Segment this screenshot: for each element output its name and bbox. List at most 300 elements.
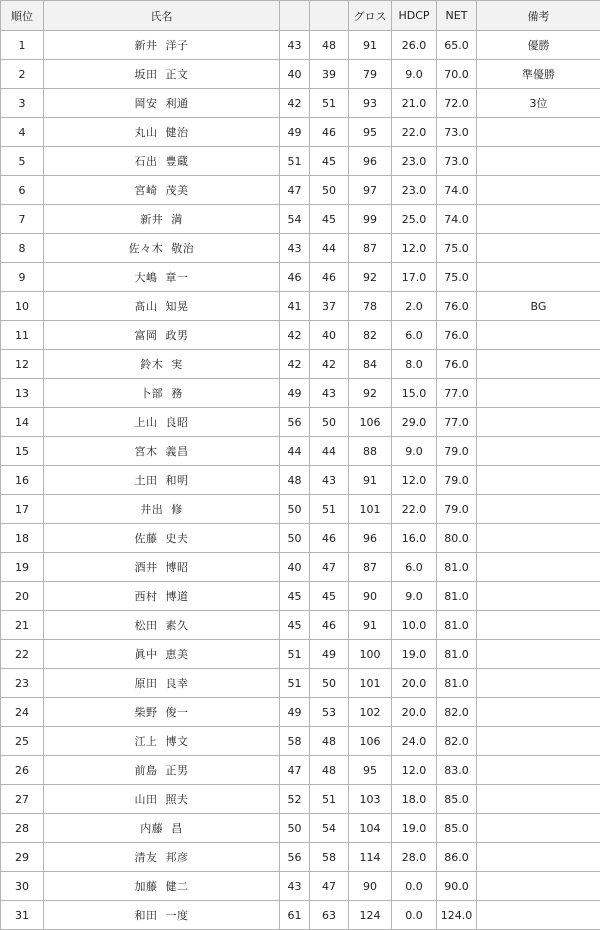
given-name: 豊蔵 [166, 155, 189, 168]
given-name: 一度 [166, 909, 189, 922]
given-name: 健二 [166, 880, 189, 893]
name-cell [44, 785, 280, 814]
net-cell: 73.0 [437, 147, 477, 176]
rank-cell: 29 [1, 843, 44, 872]
out-score-cell: 54 [280, 205, 310, 234]
net-cell: 85.0 [437, 785, 477, 814]
hdcp-cell: 6.0 [392, 553, 437, 582]
in-score-cell: 45 [310, 147, 349, 176]
table-body [1, 31, 600, 930]
note-cell [477, 437, 600, 466]
hdcp-cell: 9.0 [392, 60, 437, 89]
name-cell [44, 901, 280, 930]
table-row [1, 553, 600, 582]
table-row [1, 437, 600, 466]
name-cell [44, 698, 280, 727]
out-score-cell: 49 [280, 698, 310, 727]
surname: 宮木 [135, 445, 158, 458]
hdcp-cell: 16.0 [392, 524, 437, 553]
out-score-cell: 42 [280, 321, 310, 350]
surname: 丸山 [135, 126, 158, 139]
out-score-cell: 56 [280, 843, 310, 872]
net-cell: 72.0 [437, 89, 477, 118]
out-score-cell: 44 [280, 437, 310, 466]
name-cell [44, 843, 280, 872]
given-name: 章一 [166, 271, 189, 284]
rank-cell: 1 [1, 31, 44, 60]
note-cell [477, 727, 600, 756]
in-score-cell: 37 [310, 292, 349, 321]
out-score-cell: 61 [280, 901, 310, 930]
gross-cell: 88 [349, 437, 392, 466]
rank-cell: 15 [1, 437, 44, 466]
name-cell [44, 611, 280, 640]
name-cell [44, 31, 280, 60]
in-score-cell: 47 [310, 553, 349, 582]
table-row [1, 205, 600, 234]
surname: 眞中 [135, 648, 158, 661]
table-row [1, 379, 600, 408]
rank-cell: 16 [1, 466, 44, 495]
surname: 柴野 [135, 706, 158, 719]
given-name: 博道 [166, 590, 189, 603]
note-cell [477, 524, 600, 553]
surname: 佐々木 [129, 242, 164, 255]
surname: 松田 [135, 619, 158, 632]
rank-cell: 24 [1, 698, 44, 727]
surname: 前島 [135, 764, 158, 777]
in-score-cell: 44 [310, 234, 349, 263]
rank-cell: 19 [1, 553, 44, 582]
rank-cell: 2 [1, 60, 44, 89]
given-name: 昌 [171, 822, 183, 835]
net-cell: 81.0 [437, 611, 477, 640]
note-cell [477, 814, 600, 843]
surname: 石出 [135, 155, 158, 168]
given-name: 良幸 [166, 677, 189, 690]
table-row [1, 495, 600, 524]
note-cell: 3位 [477, 89, 600, 118]
in-score-cell: 53 [310, 698, 349, 727]
in-score-cell: 49 [310, 640, 349, 669]
note-cell [477, 234, 600, 263]
table-row [1, 408, 600, 437]
net-cell: 79.0 [437, 466, 477, 495]
out-score-cell: 50 [280, 524, 310, 553]
net-cell: 81.0 [437, 669, 477, 698]
table-row [1, 582, 600, 611]
in-score-cell: 45 [310, 582, 349, 611]
hdcp-cell: 22.0 [392, 495, 437, 524]
out-score-cell: 56 [280, 408, 310, 437]
out-score-cell: 42 [280, 350, 310, 379]
note-cell [477, 118, 600, 147]
net-cell: 79.0 [437, 437, 477, 466]
in-score-cell: 47 [310, 872, 349, 901]
rank-cell: 23 [1, 669, 44, 698]
net-cell: 77.0 [437, 408, 477, 437]
note-cell [477, 756, 600, 785]
surname: 大嶋 [135, 271, 158, 284]
name-cell [44, 350, 280, 379]
gross-cell: 95 [349, 118, 392, 147]
name-cell [44, 234, 280, 263]
out-score-cell: 51 [280, 640, 310, 669]
gross-cell: 106 [349, 727, 392, 756]
name-cell [44, 495, 280, 524]
gross-cell: 106 [349, 408, 392, 437]
table-row [1, 234, 600, 263]
gross-cell: 93 [349, 89, 392, 118]
given-name: 正文 [166, 68, 189, 81]
hdcp-cell: 2.0 [392, 292, 437, 321]
net-cell: 75.0 [437, 234, 477, 263]
table-row [1, 640, 600, 669]
gross-cell: 91 [349, 611, 392, 640]
note-cell [477, 698, 600, 727]
rank-cell: 21 [1, 611, 44, 640]
table-row [1, 843, 600, 872]
hdcp-cell: 28.0 [392, 843, 437, 872]
rank-cell: 18 [1, 524, 44, 553]
surname: 岡安 [135, 97, 158, 110]
rank-cell: 14 [1, 408, 44, 437]
note-cell [477, 379, 600, 408]
given-name: 茂美 [166, 184, 189, 197]
table-row [1, 466, 600, 495]
in-score-cell: 50 [310, 669, 349, 698]
name-cell [44, 263, 280, 292]
hdcp-cell: 20.0 [392, 669, 437, 698]
header-out [280, 1, 310, 31]
table-row [1, 524, 600, 553]
hdcp-cell: 12.0 [392, 466, 437, 495]
header-hdcp: HDCP [392, 1, 437, 31]
in-score-cell: 46 [310, 611, 349, 640]
in-score-cell: 51 [310, 785, 349, 814]
hdcp-cell: 24.0 [392, 727, 437, 756]
given-name: 素久 [166, 619, 189, 632]
out-score-cell: 47 [280, 176, 310, 205]
header-name: 氏名 [44, 1, 280, 31]
note-cell [477, 205, 600, 234]
hdcp-cell: 9.0 [392, 437, 437, 466]
name-cell [44, 814, 280, 843]
net-cell: 74.0 [437, 176, 477, 205]
note-cell [477, 582, 600, 611]
given-name: 義昌 [166, 445, 189, 458]
net-cell: 82.0 [437, 727, 477, 756]
net-cell: 76.0 [437, 350, 477, 379]
header-in [310, 1, 349, 31]
rank-cell: 3 [1, 89, 44, 118]
name-cell [44, 205, 280, 234]
header-row [1, 1, 600, 31]
in-score-cell: 43 [310, 379, 349, 408]
table-row [1, 611, 600, 640]
table-row [1, 89, 600, 118]
out-score-cell: 51 [280, 147, 310, 176]
in-score-cell: 44 [310, 437, 349, 466]
note-cell: 準優勝 [477, 60, 600, 89]
net-cell: 76.0 [437, 292, 477, 321]
name-cell [44, 640, 280, 669]
gross-cell: 82 [349, 321, 392, 350]
note-cell [477, 350, 600, 379]
gross-cell: 101 [349, 669, 392, 698]
surname: 卜部 [140, 387, 163, 400]
gross-cell: 92 [349, 263, 392, 292]
given-name: 博文 [166, 735, 189, 748]
net-cell: 90.0 [437, 872, 477, 901]
net-cell: 80.0 [437, 524, 477, 553]
out-score-cell: 40 [280, 60, 310, 89]
note-cell [477, 640, 600, 669]
surname: 鈴木 [140, 358, 163, 371]
name-cell [44, 756, 280, 785]
surname: 佐藤 [135, 532, 158, 545]
rank-cell: 5 [1, 147, 44, 176]
in-score-cell: 54 [310, 814, 349, 843]
out-score-cell: 41 [280, 292, 310, 321]
out-score-cell: 49 [280, 379, 310, 408]
rank-cell: 9 [1, 263, 44, 292]
rank-cell: 31 [1, 901, 44, 930]
note-cell [477, 147, 600, 176]
rank-cell: 13 [1, 379, 44, 408]
given-name: 邦彦 [166, 851, 189, 864]
net-cell: 75.0 [437, 263, 477, 292]
hdcp-cell: 12.0 [392, 234, 437, 263]
in-score-cell: 58 [310, 843, 349, 872]
net-cell: 85.0 [437, 814, 477, 843]
net-cell: 74.0 [437, 205, 477, 234]
in-score-cell: 46 [310, 118, 349, 147]
note-cell [477, 466, 600, 495]
header-note: 備考 [477, 1, 600, 31]
given-name: 修 [171, 503, 183, 516]
name-cell [44, 553, 280, 582]
hdcp-cell: 18.0 [392, 785, 437, 814]
hdcp-cell: 0.0 [392, 901, 437, 930]
gross-cell: 102 [349, 698, 392, 727]
hdcp-cell: 26.0 [392, 31, 437, 60]
table-row [1, 176, 600, 205]
rank-cell: 8 [1, 234, 44, 263]
in-score-cell: 42 [310, 350, 349, 379]
note-cell [477, 408, 600, 437]
rank-cell: 12 [1, 350, 44, 379]
hdcp-cell: 20.0 [392, 698, 437, 727]
table-row [1, 263, 600, 292]
net-cell: 81.0 [437, 640, 477, 669]
net-cell: 77.0 [437, 379, 477, 408]
gross-cell: 87 [349, 234, 392, 263]
table-row [1, 321, 600, 350]
gross-cell: 99 [349, 205, 392, 234]
given-name: 知晃 [166, 300, 189, 313]
given-name: 実 [171, 358, 183, 371]
given-name: 利通 [166, 97, 189, 110]
rank-cell: 10 [1, 292, 44, 321]
rank-cell: 11 [1, 321, 44, 350]
hdcp-cell: 17.0 [392, 263, 437, 292]
gross-cell: 95 [349, 756, 392, 785]
gross-cell: 92 [349, 379, 392, 408]
gross-cell: 87 [349, 553, 392, 582]
given-name: 和明 [166, 474, 189, 487]
net-cell: 124.0 [437, 901, 477, 930]
rank-cell: 26 [1, 756, 44, 785]
given-name: 良昭 [166, 416, 189, 429]
net-cell: 65.0 [437, 31, 477, 60]
in-score-cell: 40 [310, 321, 349, 350]
in-score-cell: 51 [310, 495, 349, 524]
name-cell [44, 379, 280, 408]
surname: 坂田 [135, 68, 158, 81]
surname: 江上 [135, 735, 158, 748]
rank-cell: 30 [1, 872, 44, 901]
hdcp-cell: 8.0 [392, 350, 437, 379]
surname: 井出 [140, 503, 163, 516]
surname: 山田 [135, 793, 158, 806]
rank-cell: 4 [1, 118, 44, 147]
net-cell: 83.0 [437, 756, 477, 785]
note-cell [477, 263, 600, 292]
out-score-cell: 51 [280, 669, 310, 698]
hdcp-cell: 0.0 [392, 872, 437, 901]
table-row [1, 814, 600, 843]
out-score-cell: 58 [280, 727, 310, 756]
gross-cell: 124 [349, 901, 392, 930]
gross-cell: 96 [349, 524, 392, 553]
hdcp-cell: 21.0 [392, 89, 437, 118]
surname: 清友 [135, 851, 158, 864]
in-score-cell: 45 [310, 205, 349, 234]
name-cell [44, 408, 280, 437]
rank-cell: 6 [1, 176, 44, 205]
table-row [1, 756, 600, 785]
table-row [1, 118, 600, 147]
rank-cell: 7 [1, 205, 44, 234]
note-cell: BG [477, 292, 600, 321]
gross-cell: 100 [349, 640, 392, 669]
table-row [1, 292, 600, 321]
surname: 加藤 [135, 880, 158, 893]
note-cell [477, 176, 600, 205]
given-name: 健治 [166, 126, 189, 139]
out-score-cell: 47 [280, 756, 310, 785]
note-cell [477, 785, 600, 814]
name-cell [44, 147, 280, 176]
name-cell [44, 872, 280, 901]
rank-cell: 20 [1, 582, 44, 611]
table-row [1, 31, 600, 60]
hdcp-cell: 22.0 [392, 118, 437, 147]
gross-cell: 96 [349, 147, 392, 176]
hdcp-cell: 12.0 [392, 756, 437, 785]
surname: 新井 [135, 39, 158, 52]
out-score-cell: 45 [280, 611, 310, 640]
gross-cell: 84 [349, 350, 392, 379]
out-score-cell: 50 [280, 495, 310, 524]
note-cell [477, 843, 600, 872]
name-cell [44, 60, 280, 89]
header-net: NET [437, 1, 477, 31]
note-cell [477, 901, 600, 930]
hdcp-cell: 19.0 [392, 814, 437, 843]
surname: 新井 [140, 213, 163, 226]
net-cell: 81.0 [437, 582, 477, 611]
name-cell [44, 466, 280, 495]
name-cell [44, 89, 280, 118]
hdcp-cell: 25.0 [392, 205, 437, 234]
gross-cell: 90 [349, 582, 392, 611]
given-name: 史夫 [166, 532, 189, 545]
surname: 土田 [135, 474, 158, 487]
note-cell [477, 495, 600, 524]
given-name: 恵美 [166, 648, 189, 661]
out-score-cell: 50 [280, 814, 310, 843]
out-score-cell: 40 [280, 553, 310, 582]
hdcp-cell: 23.0 [392, 147, 437, 176]
out-score-cell: 49 [280, 118, 310, 147]
hdcp-cell: 19.0 [392, 640, 437, 669]
net-cell: 76.0 [437, 321, 477, 350]
given-name: 洋子 [166, 39, 189, 52]
note-cell [477, 611, 600, 640]
table-row [1, 60, 600, 89]
gross-cell: 104 [349, 814, 392, 843]
table-row [1, 727, 600, 756]
table-row [1, 872, 600, 901]
note-cell: 優勝 [477, 31, 600, 60]
table-row [1, 147, 600, 176]
note-cell [477, 872, 600, 901]
out-score-cell: 43 [280, 872, 310, 901]
hdcp-cell: 6.0 [392, 321, 437, 350]
given-name: 務 [171, 387, 183, 400]
name-cell [44, 582, 280, 611]
gross-cell: 79 [349, 60, 392, 89]
hdcp-cell: 10.0 [392, 611, 437, 640]
given-name: 敬治 [171, 242, 194, 255]
given-name: 政男 [166, 329, 189, 342]
in-score-cell: 50 [310, 176, 349, 205]
net-cell: 86.0 [437, 843, 477, 872]
hdcp-cell: 9.0 [392, 582, 437, 611]
table-row [1, 350, 600, 379]
gross-cell: 97 [349, 176, 392, 205]
name-cell [44, 669, 280, 698]
in-score-cell: 48 [310, 727, 349, 756]
in-score-cell: 48 [310, 756, 349, 785]
note-cell [477, 321, 600, 350]
gross-cell: 103 [349, 785, 392, 814]
rank-cell: 28 [1, 814, 44, 843]
table-row [1, 785, 600, 814]
surname: 上山 [135, 416, 158, 429]
in-score-cell: 43 [310, 466, 349, 495]
rank-cell: 27 [1, 785, 44, 814]
in-score-cell: 63 [310, 901, 349, 930]
gross-cell: 78 [349, 292, 392, 321]
net-cell: 81.0 [437, 553, 477, 582]
in-score-cell: 51 [310, 89, 349, 118]
net-cell: 79.0 [437, 495, 477, 524]
net-cell: 70.0 [437, 60, 477, 89]
out-score-cell: 48 [280, 466, 310, 495]
